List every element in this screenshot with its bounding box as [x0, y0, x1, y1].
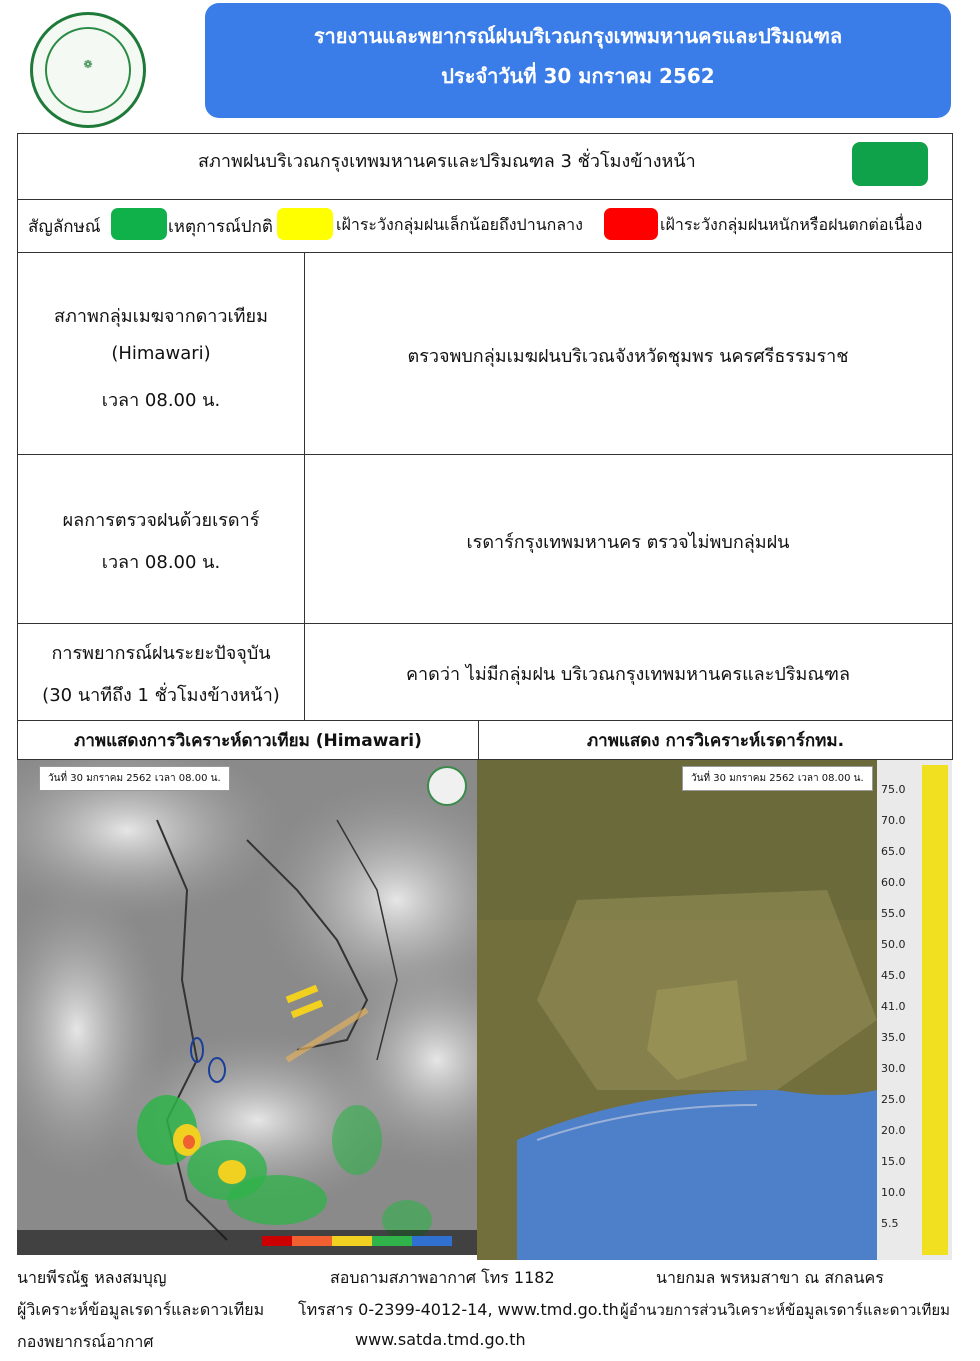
radar-image — [477, 760, 952, 1260]
satellite-cloud-row — [17, 252, 953, 455]
radar-result-text: เรดาร์กรุงเทพมหานคร ตรวจไม่พบกลุ่มฝน — [466, 532, 790, 553]
footer-hotline: สอบถามสภาพอากาศ โทร 1182 — [330, 1268, 555, 1287]
report-title: รายงานและพยากรณ์ฝนบริเวณกรุงเทพมหานครและปริมณฑล — [313, 24, 843, 48]
satellite-label-line2: (Himawari) — [111, 343, 211, 364]
radar-scale-label: 65.0 — [881, 845, 906, 858]
legend-swatch-green — [111, 208, 167, 240]
satellite-cloud-value — [304, 253, 952, 454]
nowcast-value — [304, 624, 952, 720]
nowcast-label-line2: (30 นาทีถึง 1 ชั่วโมงข้างหน้า) — [42, 685, 280, 706]
report-header — [205, 3, 951, 118]
radar-scale-label: 60.0 — [881, 876, 906, 889]
legend-normal-text: เหตุการณ์ปกติ — [168, 217, 273, 237]
legend-symbol-label: สัญลักษณ์ — [28, 217, 101, 237]
nowcast-text: คาดว่า ไม่มีกลุ่มฝน บริเวณกรุงเทพมหานครและปริมณฑล — [406, 664, 850, 685]
footer-fax-website: โทรสาร 0-2399-4012-14, www.tmd.go.th — [298, 1300, 619, 1319]
legend-swatch-yellow — [277, 208, 333, 240]
satellite-image — [17, 760, 477, 1255]
satellite-timestamp: วันที่ 30 มกราคม 2562 เวลา 08.00 น. — [39, 766, 230, 791]
radar-result-value — [304, 455, 952, 623]
radar-scale-label: 41.0 — [881, 1000, 906, 1013]
radar-scale-label: 50.0 — [881, 938, 906, 951]
radar-scale-label: 15.0 — [881, 1155, 906, 1168]
radar-scale-label: 70.0 — [881, 814, 906, 827]
radar-scale-label: 20.0 — [881, 1124, 906, 1137]
satellite-cloud-label — [18, 253, 305, 454]
satellite-cloud-text: ตรวจพบกลุ่มเมฆฝนบริเวณจังหวัดชุมพร นครศรีธรรมราช — [407, 346, 849, 367]
radar-scale-label: 45.0 — [881, 969, 906, 982]
rain-status-label: สภาพฝนบริเวณกรุงเทพมหานครและปริมณฑล 3 ชั่วโมงข้างหน้า — [198, 151, 696, 172]
legend-light-rain-text: เฝ้าระวังกลุ่มฝนเล็กน้อยถึงปานกลาง — [336, 215, 583, 234]
legend-row — [17, 199, 953, 253]
nowcast-label-line1: การพยากรณ์ฝนระยะปัจจุบัน — [51, 643, 271, 664]
satellite-logo-icon — [427, 766, 467, 806]
radar-scale-label: 55.0 — [881, 907, 906, 920]
nowcast-row — [17, 623, 953, 721]
footer-satda-website: www.satda.tmd.go.th — [355, 1330, 526, 1349]
radar-scale-label: 25.0 — [881, 1093, 906, 1106]
tmd-logo — [30, 12, 146, 128]
satellite-map-graphic — [17, 760, 477, 1255]
radar-timestamp: วันที่ 30 มกราคม 2562 เวลา 08.00 น. — [682, 766, 873, 791]
radar-scale-label: 10.0 — [881, 1186, 906, 1199]
footer-director-name: นายกมล พรหมสาขา ณ สกลนคร — [656, 1268, 884, 1287]
rain-status-indicator — [852, 142, 928, 186]
satellite-label-line3: เวลา 08.00 น. — [101, 390, 221, 411]
legend-swatch-red — [604, 208, 658, 240]
legend-heavy-rain-text: เฝ้าระวังกลุ่มฝนหนักหรือฝนตกต่อเนื่อง — [660, 215, 923, 234]
radar-label-line1: ผลการตรวจฝนด้วยเรดาร์ — [62, 510, 260, 531]
report-date: ประจำวันที่ 30 มกราคม 2562 — [441, 64, 715, 88]
satellite-image-title: ภาพแสดงการวิเคราะห์ดาวเทียม (Himawari) — [17, 720, 479, 760]
radar-result-row — [17, 454, 953, 624]
radar-scale-label: 35.0 — [881, 1031, 906, 1044]
footer-analyst-name: นายพีรณัฐ หลงสมบุญ — [17, 1268, 167, 1287]
footer-director-role: ผู้อำนวยการส่วนวิเคราะห์ข้อมูลเรดาร์และดาวเทียม — [620, 1301, 951, 1319]
radar-result-label — [18, 455, 305, 623]
logo-emblem-icon: ❁ — [83, 58, 93, 71]
radar-scale — [881, 774, 921, 1239]
footer-analyst-role: ผู้วิเคราะห์ข้อมูลเรดาร์และดาวเทียม — [17, 1300, 265, 1319]
rain-status-row — [17, 133, 953, 200]
radar-label-line2: เวลา 08.00 น. — [101, 552, 221, 573]
radar-scale-label: 30.0 — [881, 1062, 906, 1075]
radar-scale-label: 75.0 — [881, 783, 906, 796]
radar-scale-label: 5.5 — [881, 1217, 899, 1230]
footer-division: กองพยากรณ์อากาศ — [17, 1332, 154, 1351]
nowcast-label — [18, 624, 305, 720]
radar-image-title: ภาพแสดง การวิเคราะห์เรดาร์กทม. — [478, 720, 953, 760]
satellite-label-line1: สภาพกลุ่มเมฆจากดาวเทียม — [54, 306, 268, 327]
